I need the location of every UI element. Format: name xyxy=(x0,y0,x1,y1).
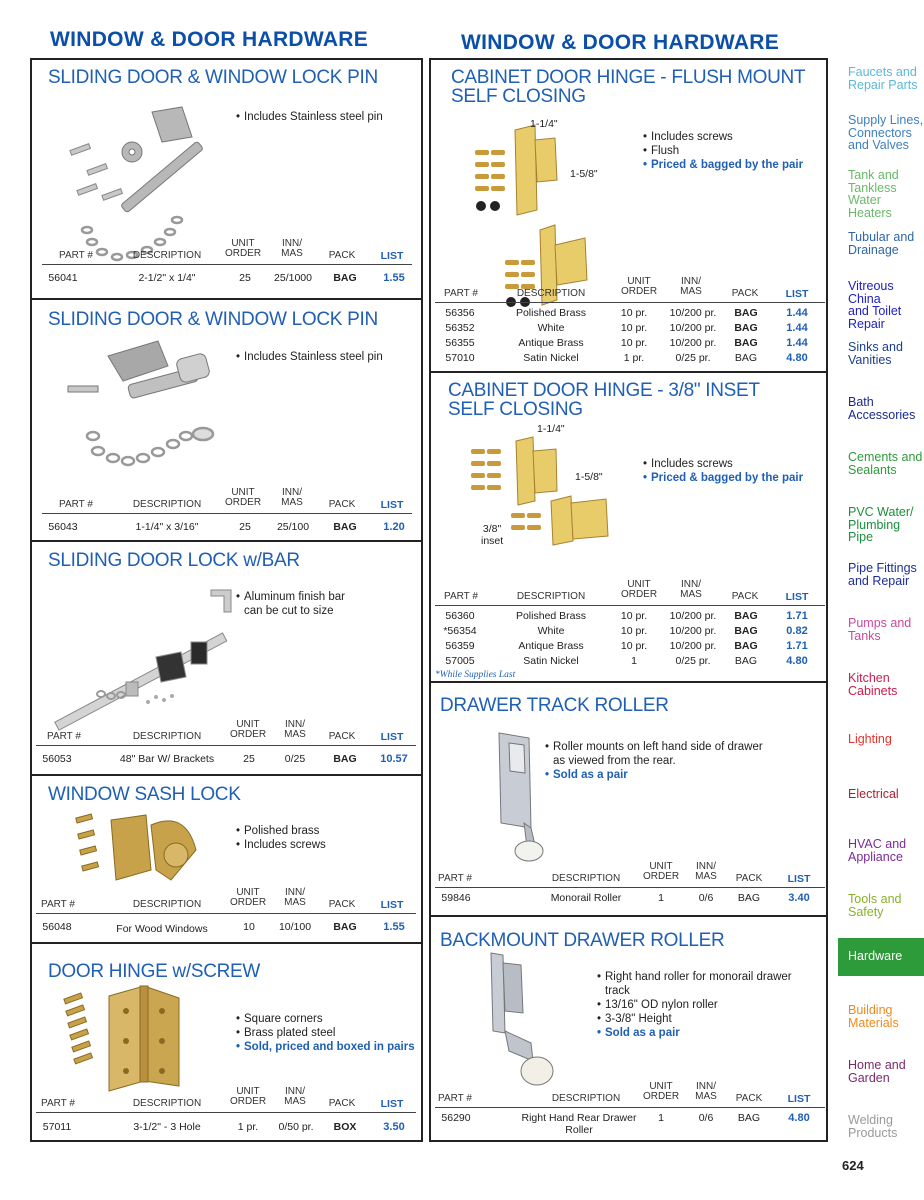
product-panel-drawer-track-roller xyxy=(429,681,828,917)
cell-part: 57010 xyxy=(445,352,475,364)
cell-list: 0.82 xyxy=(786,625,808,637)
cell-pack: BAG xyxy=(734,337,758,349)
table-divider xyxy=(435,302,825,303)
col-inn-mas: INN/ MAS xyxy=(284,887,306,908)
cell-unit: 10 pr. xyxy=(620,610,648,622)
col-description: DESCRIPTION xyxy=(132,731,202,742)
feature-highlight: • Sold as a pair xyxy=(597,1026,807,1040)
cell-unit: 25 xyxy=(239,521,251,533)
product-panel-sliding-door-lock-bar xyxy=(30,540,423,776)
cell-inn: 0/6 xyxy=(698,1112,714,1124)
dimension-label: 1-1/4" xyxy=(530,118,558,130)
col-inn-mas: INN/ MAS xyxy=(695,1081,717,1102)
sidebar-item-pumps[interactable]: Pumps and Tanks xyxy=(848,616,912,643)
feature-list xyxy=(236,350,416,364)
cell-part: 57005 xyxy=(445,655,475,667)
table-divider xyxy=(435,1107,825,1108)
supplies-note: *While Supplies Last xyxy=(435,670,516,680)
sidebar-item-kitchen[interactable]: Kitchen Cabinets xyxy=(848,671,898,698)
sidebar-item-bath[interactable]: Bath Accessories xyxy=(848,395,916,422)
cell-pack: BAG xyxy=(333,521,357,533)
product-title: CABINET DOOR HINGE - FLUSH MOUNT SELF CLOSING xyxy=(451,67,806,107)
feature-item: • Flush xyxy=(643,144,823,158)
cell-description: Satin Nickel xyxy=(523,352,579,364)
sidebar-item-supply-lines[interactable]: Supply Lines, Connectors and Valves xyxy=(848,113,924,152)
cell-unit: 1 xyxy=(658,1112,664,1124)
dimension-label: 3/8" inset xyxy=(481,523,504,547)
col-inn-mas: INN/ MAS xyxy=(281,238,303,259)
cell-pack: BAG xyxy=(333,272,357,284)
cell-description: Right Hand Rear Drawer Roller xyxy=(521,1112,637,1136)
cell-list: 1.71 xyxy=(786,640,808,652)
product-title: SLIDING DOOR & WINDOW LOCK PIN xyxy=(48,67,378,88)
cell-inn: 10/200 pr. xyxy=(669,322,717,334)
dimension-label: 1-5/8" xyxy=(570,168,598,180)
cell-inn: 10/100 xyxy=(278,921,312,933)
cell-description: White xyxy=(537,625,565,637)
col-description: DESCRIPTION xyxy=(551,873,621,884)
col-part: PART # xyxy=(438,1093,472,1104)
sash-lock-image xyxy=(76,810,216,890)
col-unit-order: UNIT ORDER xyxy=(224,238,262,259)
cell-description: Polished Brass xyxy=(515,610,587,622)
cell-unit: 25 xyxy=(243,753,255,765)
col-inn-mas: INN/ MAS xyxy=(284,719,306,740)
product-panel-window-sash-lock xyxy=(30,774,423,944)
sidebar-item-home-garden[interactable]: Home and Garden xyxy=(848,1058,906,1085)
col-description: DESCRIPTION xyxy=(132,1098,202,1109)
cell-part: 57011 xyxy=(42,1121,72,1133)
cell-pack: BAG xyxy=(734,307,758,319)
feature-item: • Includes screws xyxy=(643,457,823,471)
sidebar-item-pipe-fittings[interactable]: Pipe Fittings and Repair xyxy=(848,561,917,588)
col-list: LIST xyxy=(785,288,809,300)
feature-item: • Includes Stainless steel pin xyxy=(236,110,416,124)
cell-unit: 10 pr. xyxy=(620,625,648,637)
col-list: LIST xyxy=(380,731,404,743)
cell-description: Polished Brass xyxy=(515,307,587,319)
cell-list: 1.44 xyxy=(786,337,808,349)
feature-highlight: • Priced & bagged by the pair xyxy=(643,158,823,172)
col-part: PART # xyxy=(59,250,93,261)
col-unit-order: UNIT ORDER xyxy=(229,1086,267,1107)
cell-list: 3.50 xyxy=(383,1121,405,1133)
product-panel-lock-pin-1 xyxy=(30,58,423,300)
cell-description: For Wood Windows xyxy=(116,923,208,935)
feature-item: • Brass plated steel xyxy=(236,1026,426,1040)
cell-list: 3.40 xyxy=(788,892,810,904)
col-part: PART # xyxy=(444,591,478,602)
cell-inn: 10/200 pr. xyxy=(669,625,717,637)
cell-inn: 0/25 pr. xyxy=(675,352,711,364)
cell-pack: BAG xyxy=(734,655,758,667)
cell-pack: BAG xyxy=(737,1112,761,1124)
cell-description: White xyxy=(537,322,565,334)
cell-part: 56048 xyxy=(42,921,72,933)
cell-list: 10.57 xyxy=(380,753,408,765)
cell-pack: BAG xyxy=(734,322,758,334)
cell-description: 3-1/2" - 3 Hole xyxy=(133,1121,201,1133)
feature-list xyxy=(236,590,366,618)
cell-unit: 1 xyxy=(631,655,637,667)
col-pack: PACK xyxy=(328,899,356,910)
col-part: PART # xyxy=(59,499,93,510)
cell-part: 56352 xyxy=(445,322,475,334)
sidebar-item-cements[interactable]: Cements and Sealants xyxy=(848,450,923,477)
feature-item: • Aluminum finish bar can be cut to size xyxy=(236,590,366,618)
cell-inn: 10/200 pr. xyxy=(669,610,717,622)
cell-part: 56290 xyxy=(441,1112,471,1124)
sidebar-item-lighting[interactable]: Lighting xyxy=(848,732,892,746)
cell-description: Antique Brass xyxy=(518,337,584,349)
col-pack: PACK xyxy=(328,250,356,261)
col-pack: PACK xyxy=(328,1098,356,1109)
cell-unit: 10 pr. xyxy=(620,640,648,652)
col-description: DESCRIPTION xyxy=(132,499,202,510)
feature-item: • Square corners xyxy=(236,1012,426,1026)
sidebar-item-faucets[interactable]: Faucets and Repair Parts xyxy=(848,65,918,92)
cell-inn: 25/1000 xyxy=(274,272,312,284)
cell-list: 4.80 xyxy=(786,655,808,667)
cell-pack: BAG xyxy=(333,921,357,933)
sidebar-item-hardware[interactable] xyxy=(838,938,924,976)
col-pack: PACK xyxy=(731,288,759,299)
feature-item: • Includes Stainless steel pin xyxy=(236,350,416,364)
feature-item: • Includes screws xyxy=(236,838,416,852)
cell-inn: 0/6 xyxy=(698,892,714,904)
cell-part: 56356 xyxy=(445,307,475,319)
sidebar-item-vitreous-china[interactable]: Vitreous China and Toilet Repair xyxy=(848,279,902,331)
feature-item: • Polished brass xyxy=(236,824,416,838)
col-list: LIST xyxy=(380,1098,404,1110)
table-divider xyxy=(42,264,412,265)
cell-part: 56053 xyxy=(42,753,72,765)
table-divider xyxy=(36,745,416,746)
col-pack: PACK xyxy=(735,873,763,884)
col-unit-order: UNIT ORDER xyxy=(620,579,658,600)
product-title: DOOR HINGE w/SCREW xyxy=(48,961,261,982)
product-title: BACKMOUNT DRAWER ROLLER xyxy=(440,930,725,951)
cabinet-hinge-flush-image xyxy=(475,120,635,310)
col-part: PART # xyxy=(41,899,75,910)
product-title: DRAWER TRACK ROLLER xyxy=(440,695,669,716)
cell-unit: 10 xyxy=(243,921,255,933)
col-pack: PACK xyxy=(328,499,356,510)
cell-pack: BAG xyxy=(734,352,758,364)
cell-pack: BAG xyxy=(734,625,758,637)
col-inn-mas: INN/ MAS xyxy=(695,861,717,882)
cell-description: Monorail Roller xyxy=(550,892,622,904)
cell-pack: BAG xyxy=(734,610,758,622)
table-divider xyxy=(36,1112,416,1113)
table-divider xyxy=(42,513,412,514)
col-inn-mas: INN/ MAS xyxy=(680,579,702,600)
feature-highlight: • Sold, priced and boxed in pairs xyxy=(236,1040,426,1054)
product-panel-backmount-drawer-roller xyxy=(429,915,828,1142)
col-list: LIST xyxy=(380,250,404,262)
cell-part: 56355 xyxy=(445,337,475,349)
cell-unit: 10 pr. xyxy=(620,307,648,319)
sidebar-item-tools[interactable]: Tools and Safety xyxy=(848,892,902,919)
cell-list: 1.55 xyxy=(383,272,405,284)
cell-part: 56041 xyxy=(48,272,78,284)
cell-unit: 1 pr. xyxy=(237,1121,259,1133)
cell-part: 56359 xyxy=(445,640,475,652)
col-unit-order: UNIT ORDER xyxy=(229,719,267,740)
col-description: DESCRIPTION xyxy=(516,591,586,602)
feature-list xyxy=(236,1012,426,1054)
feature-item: • Includes screws xyxy=(643,130,823,144)
door-hinge-image xyxy=(64,986,214,1096)
col-pack: PACK xyxy=(735,1093,763,1104)
col-unit-order: UNIT ORDER xyxy=(620,276,658,297)
col-unit-order: UNIT ORDER xyxy=(642,861,680,882)
cell-description: Antique Brass xyxy=(518,640,584,652)
cell-description: 2-1/2" x 1/4" xyxy=(138,272,196,284)
col-description: DESCRIPTION xyxy=(516,288,586,299)
cell-list: 1.71 xyxy=(786,610,808,622)
col-description: DESCRIPTION xyxy=(132,250,202,261)
cell-unit: 1 xyxy=(658,892,664,904)
cell-unit: 10 pr. xyxy=(620,337,648,349)
cell-pack: BAG xyxy=(333,753,357,765)
right-page-header: WINDOW & DOOR HARDWARE xyxy=(461,31,780,54)
lock-pin-chain-image xyxy=(68,336,228,486)
col-part: PART # xyxy=(444,288,478,299)
cell-inn: 25/100 xyxy=(276,521,310,533)
feature-list xyxy=(545,740,765,782)
cell-inn: 0/25 pr. xyxy=(675,655,711,667)
cell-inn: 10/200 pr. xyxy=(669,337,717,349)
col-pack: PACK xyxy=(328,731,356,742)
cell-unit: 10 pr. xyxy=(620,322,648,334)
cell-inn: 0/50 pr. xyxy=(278,1121,314,1133)
col-list: LIST xyxy=(380,499,404,511)
cell-part: 59846 xyxy=(441,892,471,904)
table-divider xyxy=(435,605,825,606)
feature-item: • 3-3/8" Height xyxy=(597,1012,807,1026)
cell-inn: 0/25 xyxy=(284,753,306,765)
col-list: LIST xyxy=(787,1093,811,1105)
sidebar-item-tubular[interactable]: Tubular and Drainage xyxy=(848,230,915,257)
col-part: PART # xyxy=(47,731,81,742)
sidebar-item-water-heaters[interactable]: Tank and Tankless Water Heaters xyxy=(848,168,899,220)
left-page-header: WINDOW & DOOR HARDWARE xyxy=(50,28,369,51)
cell-unit: 25 xyxy=(239,272,251,284)
page-number: 624 xyxy=(842,1158,864,1173)
col-list: LIST xyxy=(787,873,811,885)
cell-inn: 10/200 pr. xyxy=(669,640,717,652)
sidebar-item-building[interactable]: Building Materials xyxy=(848,1003,899,1030)
cell-inn: 10/200 pr. xyxy=(669,307,717,319)
col-description: DESCRIPTION xyxy=(551,1093,621,1104)
feature-list xyxy=(236,824,416,852)
sidebar-item-welding[interactable]: Welding Products xyxy=(848,1113,898,1140)
cell-part: *56354 xyxy=(443,625,477,637)
sidebar-item-pvc[interactable]: PVC Water/ Plumbing Pipe xyxy=(848,505,914,544)
feature-list xyxy=(643,130,823,172)
lock-bar-image xyxy=(46,582,256,722)
product-panel-cabinet-hinge-flush xyxy=(429,58,828,373)
feature-list xyxy=(236,110,416,124)
cell-list: 1.44 xyxy=(786,307,808,319)
sidebar-item-hvac[interactable]: HVAC and Appliance xyxy=(848,837,907,864)
col-list: LIST xyxy=(785,591,809,603)
product-panel-lock-pin-2 xyxy=(30,298,423,542)
product-title: SLIDING DOOR LOCK w/BAR xyxy=(48,550,300,571)
table-divider xyxy=(36,913,416,914)
product-title: WINDOW SASH LOCK xyxy=(48,784,241,805)
sidebar-item-label: Hardware xyxy=(848,949,903,963)
cell-description: Satin Nickel xyxy=(523,655,579,667)
col-part: PART # xyxy=(41,1098,75,1109)
cell-unit: 1 pr. xyxy=(623,352,645,364)
col-description: DESCRIPTION xyxy=(132,899,202,910)
col-unit-order: UNIT ORDER xyxy=(642,1081,680,1102)
cell-list: 4.80 xyxy=(786,352,808,364)
dimension-label: 1-1/4" xyxy=(537,423,565,435)
feature-item: • Roller mounts on left hand side of drawer as viewed from the rear. xyxy=(545,740,765,768)
sidebar-item-electrical[interactable]: Electrical xyxy=(848,787,899,801)
cell-description: 1-1/4" x 3/16" xyxy=(135,521,199,533)
col-unit-order: UNIT ORDER xyxy=(224,487,262,508)
feature-item: • 13/16" OD nylon roller xyxy=(597,998,807,1012)
product-title: SLIDING DOOR & WINDOW LOCK PIN xyxy=(48,309,378,330)
drawer-track-roller-image xyxy=(489,733,549,863)
product-panel-cabinet-hinge-inset xyxy=(429,371,828,683)
backmount-roller-image xyxy=(481,953,571,1093)
feature-item: • Right hand roller for monorail drawer track xyxy=(597,970,807,998)
col-inn-mas: INN/ MAS xyxy=(284,1086,306,1107)
feature-list xyxy=(597,970,807,1040)
col-list: LIST xyxy=(380,899,404,911)
cell-list: 1.44 xyxy=(786,322,808,334)
col-inn-mas: INN/ MAS xyxy=(281,487,303,508)
feature-list xyxy=(643,457,823,485)
product-title: CABINET DOOR HINGE - 3/8" INSET SELF CLOSING xyxy=(448,380,760,420)
col-inn-mas: INN/ MAS xyxy=(680,276,702,297)
cell-pack: BAG xyxy=(737,892,761,904)
dimension-label: 1-5/8" xyxy=(575,471,603,483)
col-part: PART # xyxy=(438,873,472,884)
cell-part: 56360 xyxy=(445,610,475,622)
cell-description: 48" Bar W/ Brackets xyxy=(119,753,215,765)
cell-list: 1.55 xyxy=(383,921,405,933)
cell-list: 4.80 xyxy=(788,1112,810,1124)
cell-part: 56043 xyxy=(48,521,78,533)
cell-pack: BAG xyxy=(734,640,758,652)
feature-highlight: • Sold as a pair xyxy=(545,768,765,782)
cell-list: 1.20 xyxy=(383,521,405,533)
col-pack: PACK xyxy=(731,591,759,602)
cell-pack: BOX xyxy=(333,1121,357,1133)
table-divider xyxy=(435,887,825,888)
col-unit-order: UNIT ORDER xyxy=(229,887,267,908)
sidebar-item-sinks[interactable]: Sinks and Vanities xyxy=(848,340,903,367)
product-panel-door-hinge xyxy=(30,942,423,1142)
feature-highlight: • Priced & bagged by the pair xyxy=(643,471,823,485)
